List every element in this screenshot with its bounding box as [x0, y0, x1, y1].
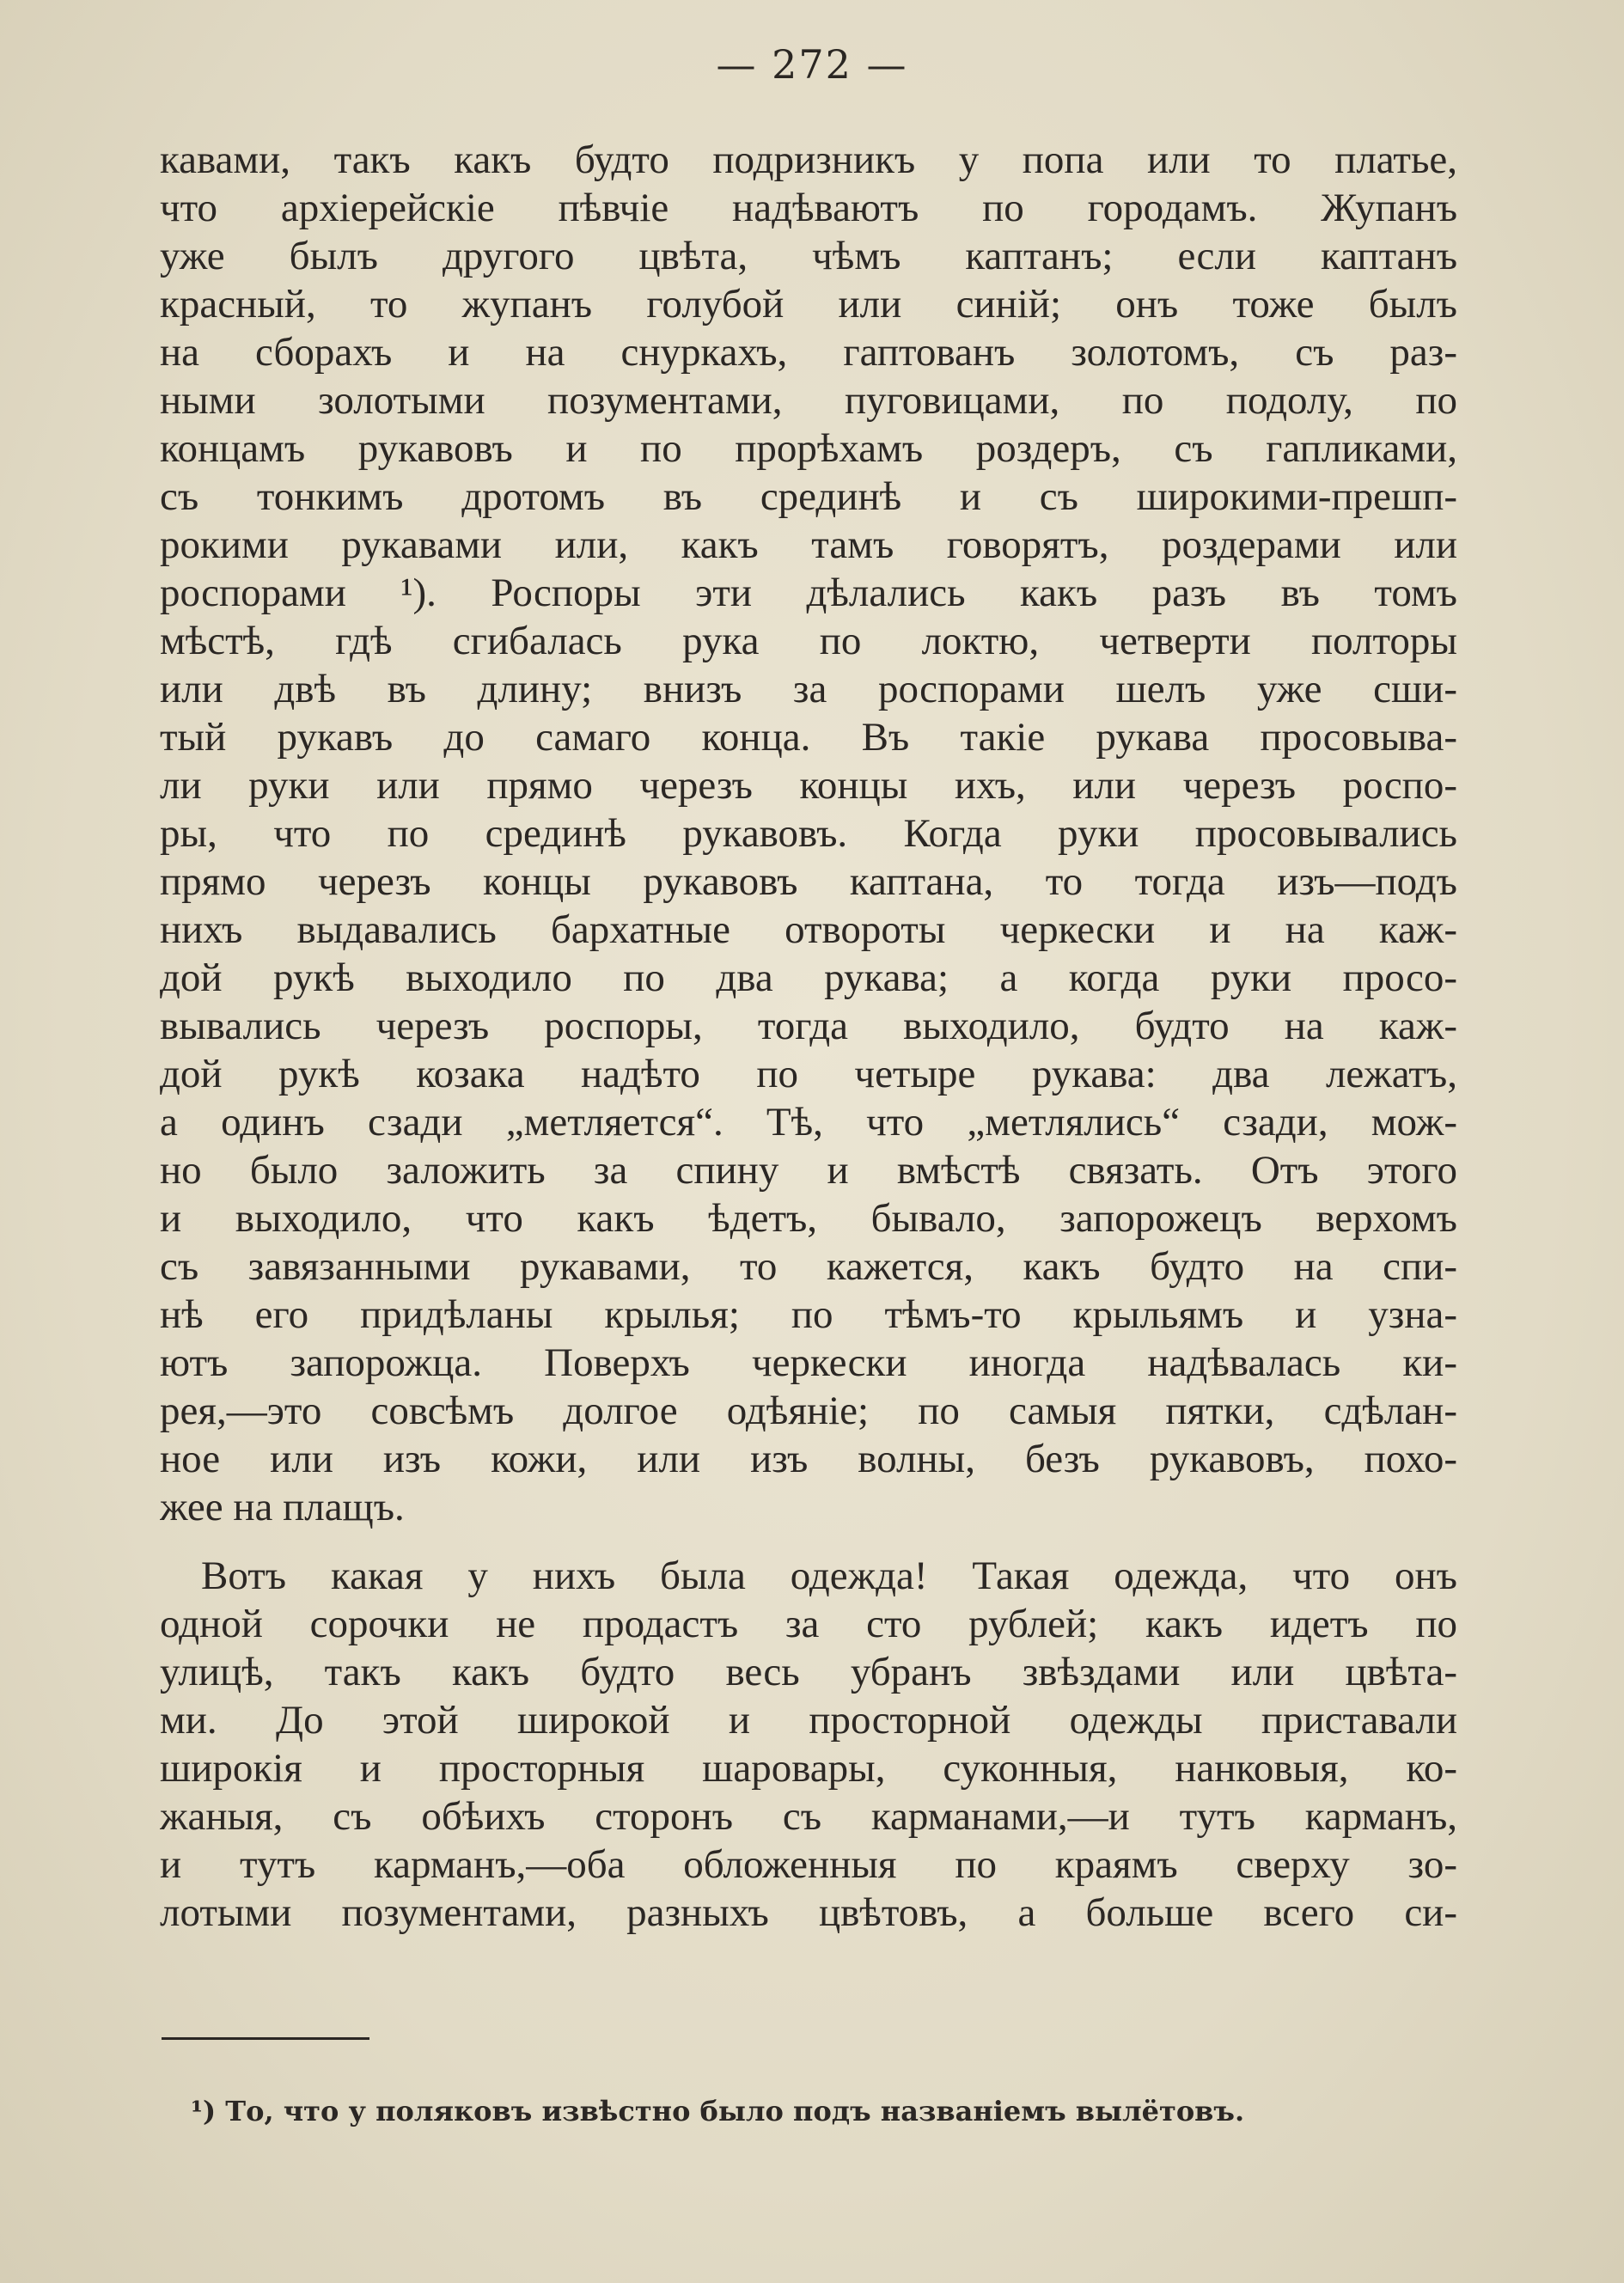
text-line: прямо черезъ концы рукавовъ каптана, то тогда изъ—подъ — [160, 859, 1457, 904]
text-line: нѣ его придѣланы крылья; по тѣмъ-то крыльямъ и узна- — [160, 1292, 1457, 1337]
footnote: ¹) То, что у поляковъ извѣстно было подъ названіемъ вылётовъ. — [191, 2095, 1245, 2127]
paragraph-2 — [160, 1552, 1457, 1937]
text-line: кавами, такъ какъ будто подризникъ у попа или то платье, — [160, 137, 1457, 182]
text-line: ными золотыми позументами, пуговицами, по подолу, по — [160, 378, 1457, 423]
text-line: уже былъ другого цвѣта, чѣмъ каптанъ; если каптанъ — [160, 234, 1457, 278]
text-line: на сборахъ и на снуркахъ, гаптованъ золотомъ, съ раз- — [160, 330, 1457, 375]
text-line: красный, то жупанъ голубой или синій; онъ тоже былъ — [160, 282, 1457, 327]
text-line: концамъ рукавовъ и по прорѣхамъ роздеръ, съ гапликами, — [160, 426, 1457, 471]
text-line: ное или изъ кожи, или изъ волны, безъ рукавовъ, похо- — [160, 1437, 1457, 1481]
text-line: тый рукавъ до самаго конца. Въ такіе рукава просовыва- — [160, 715, 1457, 760]
text-line: съ тонкимъ дротомъ въ срединѣ и съ широкими-прешп- — [160, 474, 1457, 519]
text-line: Вотъ какая у нихъ была одежда! Такая одежда, что онъ — [201, 1554, 1457, 1598]
text-line: нихъ выдавались бархатные отвороты черкески и на каж- — [160, 907, 1457, 952]
footnote-divider — [162, 2037, 369, 2040]
page-body — [160, 136, 1457, 1937]
text-line: жаныя, съ обѣихъ сторонъ съ карманами,—и тутъ карманъ, — [160, 1794, 1457, 1839]
text-line: лотыми позументами, разныхъ цвѣтовъ, а больше всего си- — [160, 1890, 1457, 1935]
text-line: дой рукѣ козака надѣто по четыре рукава: два лежатъ, — [160, 1052, 1457, 1096]
text-line: рокими рукавами или, какъ тамъ говорятъ, роздерами или — [160, 522, 1457, 567]
text-line: широкія и просторныя шаровары, суконныя, нанковыя, ко- — [160, 1746, 1457, 1791]
text-line: ми. До этой широкой и просторной одежды приставали — [160, 1698, 1457, 1743]
text-line: ли руки или прямо черезъ концы ихъ, или черезъ роспо- — [160, 763, 1457, 808]
text-line: рея,—это совсѣмъ долгое одѣяніе; по самыя пятки, сдѣлан- — [160, 1389, 1457, 1433]
text-line: а одинъ сзади „метляется“. Тѣ, что „метлялись“ сзади, мож- — [160, 1100, 1457, 1145]
text-line: или двѣ въ длину; внизъ за роспорами шелъ уже сши- — [160, 667, 1457, 711]
text-line: но было заложить за спину и вмѣстѣ связать. Отъ этого — [160, 1148, 1457, 1193]
text-line: роспорами ¹). Роспоры эти дѣлались какъ разъ въ томъ — [160, 571, 1457, 615]
text-line: дой рукѣ выходило по два рукава; а когда руки просо- — [160, 955, 1457, 1000]
paragraph-1 — [160, 136, 1457, 1531]
text-line: улицѣ, такъ какъ будто весь убранъ звѣздами или цвѣта- — [160, 1650, 1457, 1694]
text-line: жее на плащъ. — [160, 1485, 405, 1529]
text-line: что архіерейскіе пѣвчіе надѣваютъ по городамъ. Жупанъ — [160, 186, 1457, 230]
page-number: — 272 — — [716, 41, 908, 88]
text-line: съ завязанными рукавами, то кажется, какъ будто на спи- — [160, 1244, 1457, 1289]
text-line: ры, что по срединѣ рукавовъ. Когда руки просовывались — [160, 811, 1457, 856]
text-line: ютъ запорожца. Поверхъ черкески иногда надѣвалась ки- — [160, 1340, 1457, 1385]
text-line: и тутъ карманъ,—оба обложенныя по краямъ сверху зо- — [160, 1842, 1457, 1887]
text-line: одной сорочки не продастъ за сто рублей; какъ идетъ по — [160, 1602, 1457, 1646]
text-line: и выходило, что какъ ѣдетъ, бывало, запорожецъ верхомъ — [160, 1196, 1457, 1241]
text-line: вывались черезъ роспоры, тогда выходило, будто на каж- — [160, 1004, 1457, 1048]
text-line: мѣстѣ, гдѣ сгибалась рука по локтю, четверти полторы — [160, 619, 1457, 663]
